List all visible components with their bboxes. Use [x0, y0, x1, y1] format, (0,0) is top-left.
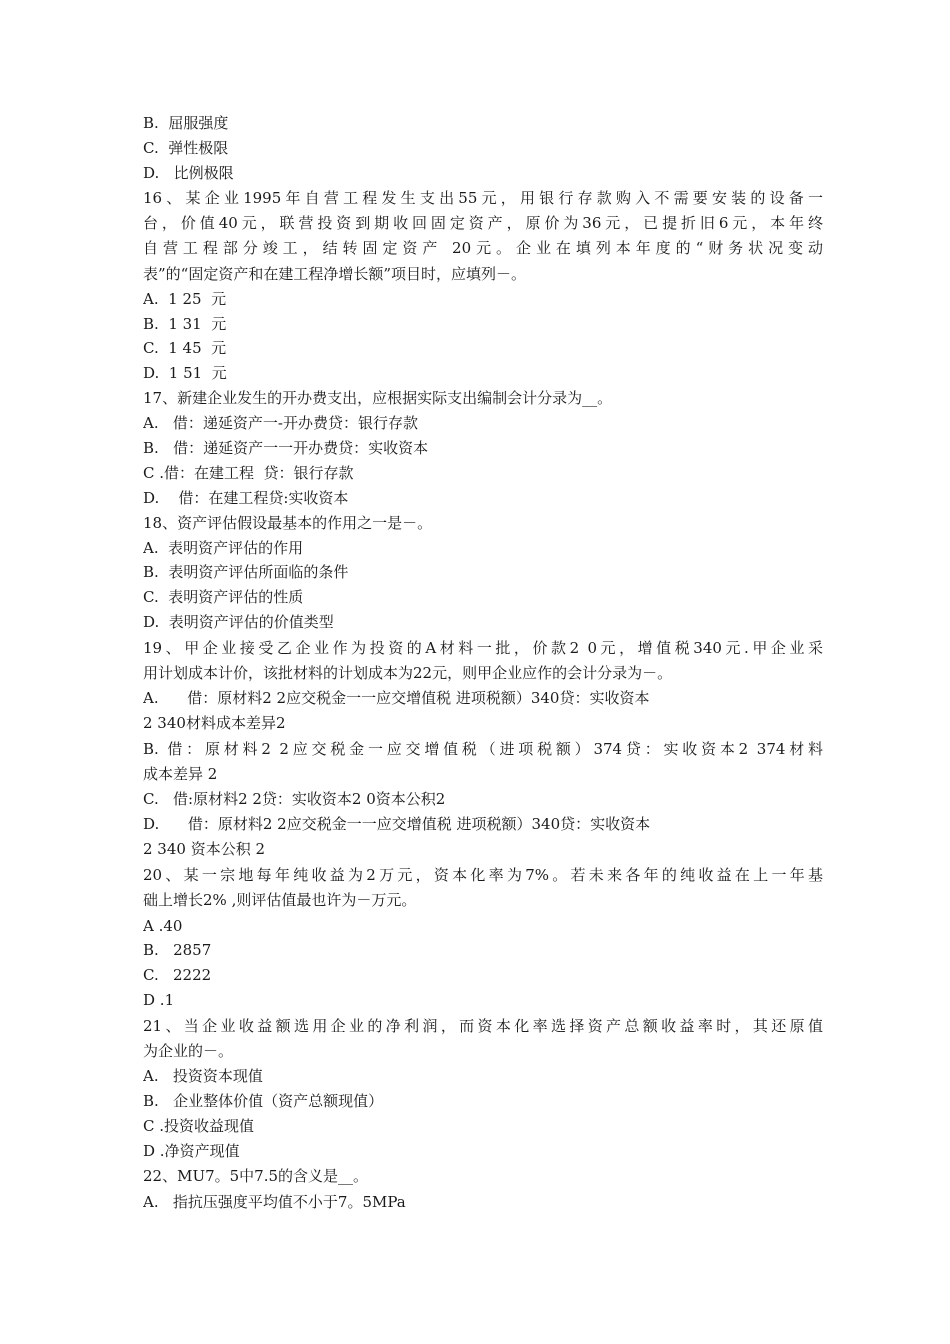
- text-line: B. 企业整体价值（资产总额现值）: [143, 1092, 384, 1110]
- text-line: D. 1 51 元: [143, 364, 227, 382]
- text-line: 自营工程部分竣工，结转固定资产 20元。企业在填列本年度的“财务状况变动: [143, 239, 823, 257]
- text-line: C. 借:原材料2 2贷：实收资本2 0资本公积2: [143, 790, 446, 808]
- text-line: C. 2222: [143, 966, 212, 984]
- text-line: C .投资收益现值: [143, 1117, 255, 1135]
- text-line: 22、MU7。5中7.5的含义是__。: [143, 1167, 369, 1185]
- text-line: 19、甲企业接受乙企业作为投资的A材料一批，价款2 0元，增值税340元.甲企业采: [143, 639, 823, 657]
- text-line: 2 340材料成本差异2: [143, 714, 286, 732]
- text-line: B. 屈服强度: [143, 114, 229, 132]
- text-line: B. 2857: [143, 941, 212, 959]
- text-line: D. 比例极限: [143, 164, 234, 182]
- text-line: A. 借：递延资产一-开办费贷：银行存款: [143, 414, 418, 432]
- text-line: 21、当企业收益额选用企业的净利润，而资本化率选择资产总额收益率时，其还原值: [143, 1017, 823, 1035]
- text-line: B. 借：递延资产一一开办费贷：实收资本: [143, 439, 429, 457]
- text-line: C .借：在建工程 贷：银行存款: [143, 464, 354, 482]
- text-line: B. 借：原材料2 2应交税金一应交增值税（进项税额）374贷：实收资本2 374材料: [143, 740, 823, 758]
- text-line: C. 1 45 元: [143, 339, 227, 357]
- text-line: D .净资产现值: [143, 1142, 240, 1160]
- text-line: 18、资产评估假设最基本的作用之一是－。: [143, 514, 433, 532]
- text-line: D .1: [143, 991, 175, 1009]
- text-line: C. 表明资产评估的性质: [143, 588, 304, 606]
- text-line: B. 1 31 元: [143, 315, 227, 333]
- text-line: A. 1 25 元: [143, 290, 227, 308]
- text-line: 为企业的－。: [143, 1042, 234, 1060]
- text-line: 用计划成本计价，该批材料的计划成本为22元，则甲企业应作的会计分录为－。: [143, 664, 673, 682]
- text-line: 成本差异 2: [143, 765, 218, 783]
- text-line: 16、某企业1995年自营工程发生支出55元，用银行存款购入不需要安装的设备一: [143, 189, 823, 207]
- text-line: D. 借：原材料2 2应交税金一一应交增值税 进项税额）340贷：实收资本: [143, 815, 651, 833]
- text-line: 2 340 资本公积 2: [143, 840, 266, 858]
- text-line: 台，价值40元，联营投资到期收回固定资产，原价为36元，已提折旧6元，本年终: [143, 214, 823, 232]
- text-line: 20、某一宗地每年纯收益为2万元，资本化率为7%。若未来各年的纯收益在上一年基: [143, 866, 823, 884]
- text-line: B. 表明资产评估所面临的条件: [143, 563, 349, 581]
- text-line: A. 表明资产评估的作用: [143, 539, 304, 557]
- text-line: 17、新建企业发生的开办费支出，应根据实际支出编制会计分录为__。: [143, 389, 613, 407]
- text-line: D. 借：在建工程贷:实收资本: [143, 489, 349, 507]
- text-line: 表”的“固定资产和在建工程净增长额”项目时，应填列－。: [143, 265, 527, 283]
- text-line: D. 表明资产评估的价值类型: [143, 613, 334, 631]
- text-line: A. 投资资本现值: [143, 1067, 263, 1085]
- text-line: 础上增长2% ,则评估值最也许为－万元。: [143, 891, 417, 909]
- text-line: A. 借：原材料2 2应交税金一一应交增值税 进项税额）340贷：实收资本: [143, 689, 650, 707]
- text-line: A. 指抗压强度平均值不小于7。5MPa: [143, 1193, 406, 1211]
- text-line: A .40: [143, 917, 183, 935]
- text-line: C. 弹性极限: [143, 139, 229, 157]
